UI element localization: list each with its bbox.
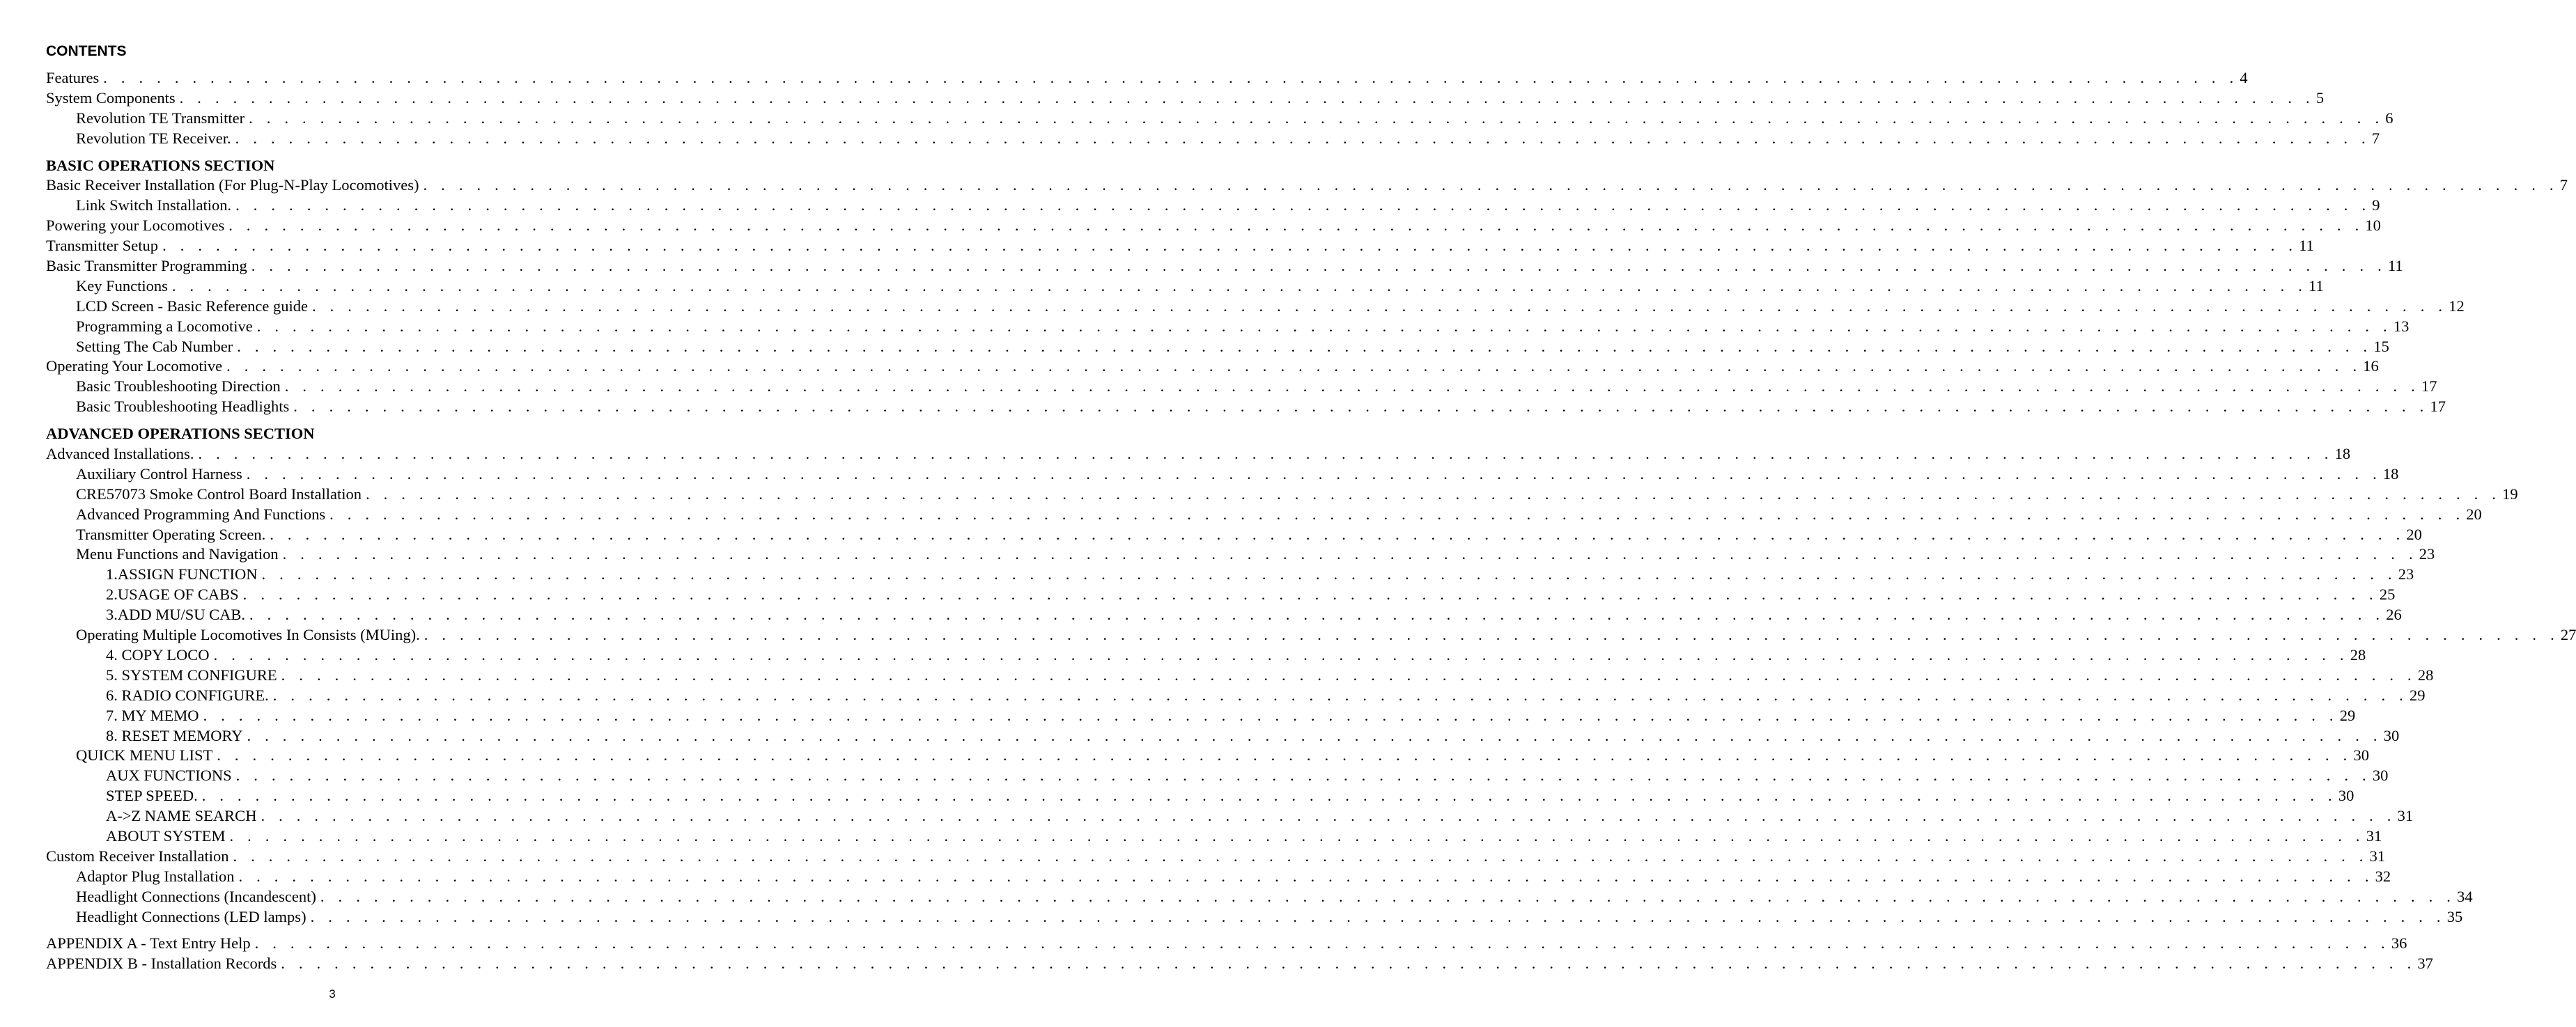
toc-entry-title: Menu Functions and Navigation	[76, 545, 279, 563]
toc-entry[interactable]	[46, 109, 2393, 129]
toc-entry[interactable]	[46, 887, 2473, 907]
dot-leader: . . . . . . . . . . . . . . . . . . . . . . . . . . . . . . . . . . . . . . . . . . . . . . . . . . . . . . . . . . . . . . . . . . . . . . . . . . . . . . . . . . . . . . . . . . . . . . . . . . . . . . . . . . . . . . . . . . . . . . . .	[282, 545, 2418, 563]
toc-entry-page: 26	[2386, 606, 2402, 624]
toc-entry-title: ABOUT SYSTEM	[106, 826, 226, 845]
toc-entry-page: 17	[2421, 377, 2437, 395]
toc-entry-title: Operating Your Locomotive	[46, 357, 223, 375]
dot-leader: . . . . . . . . . . . . . . . . . . . . . . . . . . . . . . . . . . . . . . . . . . . . . . . . . . . . . . . . . . . . . . . . . . . . . . . . . . . . . . . . . . . . . . . . . . . . . . . . . . . . . . . . . . . . . . . . . . . . . . . .	[246, 464, 2382, 483]
toc-entry-title: Headlight Connections (LED lamps)	[76, 907, 307, 925]
toc-entry[interactable]	[46, 297, 2465, 317]
toc-entry[interactable]	[46, 337, 2389, 357]
toc-entry-title: Basic Transmitter Programming	[46, 257, 247, 275]
dot-leader: . . . . . . . . . . . . . . . . . . . . . . . . . . . . . . . . . . . . . . . . . . . . . . . . . . . . . . . . . . . . . . . . . . . . . . . . . . . . . . . . . . . . . . . . . . . . . . . . . . . . . . . . . . . . . . . . . . . . . . . .	[261, 565, 2397, 583]
toc-entry-page: 37	[2417, 955, 2433, 973]
toc-entry[interactable]	[46, 196, 2380, 216]
dot-leader: . . . . . . . . . . . . . . . . . . . . . . . . . . . . . . . . . . . . . . . . . . . . . . . . . . . . . . . . . . . . . . . . . . . . . . . . . . . . . . . . . . . . . . . . . . . . . . . . . . . . . . . . . . . . . . . . . . . . . . . .	[201, 787, 2337, 805]
toc-entry[interactable]	[46, 954, 2433, 974]
toc-entry-page: 11	[2309, 276, 2324, 295]
dot-leader: . . . . . . . . . . . . . . . . . . . . . . . . . . . . . . . . . . . . . . . . . . . . . . . . . . . . . . . . . . . . . . . . . . . . . . . . . . . . . . . . . . . . . . . . . . . . . . . . . . . . . . . . . . . . . . . . . . . . . . . .	[179, 88, 2315, 107]
dot-leader: . . . . . . . . . . . . . . . . . . . . . . . . . . . . . . . . . . . . . . . . . . . . . . . . . . . . . . . . . . . . . . . . . . . . . . . . . . . . . . . . . . . . . . . . . . . . . . . . . . . . . . . . . . . . . . . . . . . . . . . .	[229, 826, 2365, 845]
toc-entry-title: Features	[46, 69, 100, 86]
dot-leader: . . . . . . . . . . . . . . . . . . . . . . . . . . . . . . . . . . . . . . . . . . . . . . . . . . . . . . . . . . . . . . . . . . . . . . . . . . . . . . . . . . . . . . . . . . . . . . . . . . . . . . . . . . . . . . . . . . . . . . . .	[261, 807, 2396, 825]
toc-entry[interactable]	[46, 847, 2386, 867]
dot-leader: . . . . . . . . . . . . . . . . . . . . . . . . . . . . . . . . . . . . . . . . . . . . . . . . . . . . . . . . . . . . . . . . . . . . . . . . . . . . . . . . . . . . . . . . . . . . . . . . . . . . . . . . . . . . . . . . . . . . . . . .	[423, 176, 2559, 194]
toc-entry-title: Transmitter Operating Screen.	[76, 525, 266, 543]
dot-leader: . . . . . . . . . . . . . . . . . . . . . . . . . . . . . . . . . . . . . . . . . . . . . . . . . . . . . . . . . . . . . . . . . . . . . . . . . . . . . . . . . . . . . . . . . . . . . . . . . . . . . . . . . . . . . . . . . . . . . . . .	[281, 666, 2416, 684]
toc-entry-title: Programming a Locomotive	[76, 317, 253, 335]
toc-entry-title: Auxiliary Control Harness	[76, 464, 242, 483]
dot-leader: . . . . . . . . . . . . . . . . . . . . . . . . . . . . . . . . . . . . . . . . . . . . . . . . . . . . . . . . . . . . . . . . . . . . . . . . . . . . . . . . . . . . . . . . . . . . . . . . . . . . . . . . . . . . . . . . . . . . . . . .	[312, 297, 2448, 315]
toc-entry-title: Operating Multiple Locomotives In Consists (MUing).	[76, 626, 420, 644]
toc-entry[interactable]	[46, 786, 2354, 806]
dot-leader: . . . . . . . . . . . . . . . . . . . . . . . . . . . . . . . . . . . . . . . . . . . . . . . . . . . . . . . . . . . . . . . . . . . . . . . . . . . . . . . . . . . . . . . . . . . . . . . . . . . . . . . . . . . . . . . . . . . . . . . .	[254, 934, 2390, 952]
toc-entry-title: Powering your Locomotives	[46, 217, 225, 235]
toc-entry-page: 17	[2430, 398, 2446, 416]
toc-entry[interactable]	[46, 907, 2463, 927]
toc-entry[interactable]	[46, 397, 2446, 417]
toc-entry-title: 1.ASSIGN FUNCTION	[106, 565, 258, 583]
toc-entry-title: Advanced Installations.	[46, 445, 194, 463]
dot-leader: . . . . . . . . . . . . . . . . . . . . . . . . . . . . . . . . . . . . . . . . . . . . . . . . . . . . . . . . . . . . . . . . . . . . . . . . . . . . . . . . . . . . . . . . . . . . . . . . . . . . . . . . . . . . . . . . . . . . . . . .	[213, 645, 2349, 664]
dot-leader: . . . . . . . . . . . . . . . . . . . . . . . . . . . . . . . . . . . . . . . . . . . . . . . . . . . . . . . . . . . . . . . . . . . . . . . . . . . . . . . . . . . . . . . . . . . . . . . . . . . . . . . . . . . . . . . . . . . . . . . .	[249, 606, 2385, 624]
toc-entry-title: Revolution TE Transmitter	[76, 109, 245, 127]
dot-leader: . . . . . . . . . . . . . . . . . . . . . . . . . . . . . . . . . . . . . . . . . . . . . . . . . . . . . . . . . . . . . . . . . . . . . . . . . . . . . . . . . . . . . . . . . . . . . . . . . . . . . . . . . . . . . . . . . . . . . . . .	[272, 686, 2408, 704]
toc-entry-title: APPENDIX A - Text Entry Help	[46, 934, 251, 952]
toc-entry-title: QUICK MENU LIST	[76, 746, 213, 765]
toc-entry-page: 7	[2559, 176, 2568, 194]
toc-entry-title: 6. RADIO CONFIGURE.	[106, 686, 269, 704]
toc-entry-page: 30	[2372, 767, 2389, 785]
toc-entry-page: 29	[2409, 686, 2426, 704]
toc-entry[interactable]	[46, 686, 2426, 706]
section-heading: BASIC OPERATIONS SECTION	[46, 156, 275, 174]
toc-entry-page: 16	[2363, 357, 2379, 375]
dot-leader: . . . . . . . . . . . . . . . . . . . . . . . . . . . . . . . . . . . . . . . . . . . . . . . . . . . . . . . . . . . . . . . . . . . . . . . . . . . . . . . . . . . . . . . . . . . . . . . . . . . . . . . . . . . . . . . . . . . . . . . .	[198, 445, 2334, 463]
table-of-contents	[46, 68, 2576, 974]
toc-entry-title: Adaptor Plug Installation	[76, 867, 235, 885]
dot-leader: . . . . . . . . . . . . . . . . . . . . . . . . . . . . . . . . . . . . . . . . . . . . . . . . . . . . . . . . . . . . . . . . . . . . . . . . . . . . . . . . . . . . . . . . . . . . . . . . . . . . . . . . . . . . . . . . . . . . . . . .	[217, 746, 2352, 765]
toc-entry-title: Key Functions	[76, 276, 168, 295]
toc-entry-title: 4. COPY LOCO	[106, 645, 210, 664]
toc-entry[interactable]	[46, 276, 2324, 297]
toc-entry[interactable]	[46, 706, 2356, 726]
toc-entry-title: APPENDIX B - Installation Records	[46, 955, 277, 973]
toc-entry-page: 10	[2365, 217, 2381, 235]
toc-entry[interactable]	[46, 444, 2351, 464]
toc-entry[interactable]	[46, 68, 2248, 88]
toc-entry-page: 19	[2502, 485, 2518, 503]
dot-leader: . . . . . . . . . . . . . . . . . . . . . . . . . . . . . . . . . . . . . . . . . . . . . . . . . . . . . . . . . . . . . . . . . . . . . . . . . . . . . . . . . . . . . . . . . . . . . . . . . . . . . . . . . . . . . . . . . . . . . . . .	[310, 907, 2446, 925]
dot-leader: . . . . . . . . . . . . . . . . . . . . . . . . . . . . . . . . . . . . . . . . . . . . . . . . . . . . . . . . . . . . . . . . . . . . . . . . . . . . . . . . . . . . . . . . . . . . . . . . . . . . . . . . . . . . . . . . . . . . . . . .	[251, 257, 2387, 275]
toc-entry[interactable]	[46, 88, 2325, 109]
dot-leader: . . . . . . . . . . . . . . . . . . . . . . . . . . . . . . . . . . . . . . . . . . . . . . . . . . . . . . . . . . . . . . . . . . . . . . . . . . . . . . . . . . . . . . . . . . . . . . . . . . . . . . . . . . . . . . . . . . . . . . . .	[424, 626, 2559, 644]
toc-entry-page: 30	[2353, 746, 2369, 765]
toc-entry[interactable]	[46, 464, 2399, 485]
toc-entry[interactable]	[46, 766, 2389, 786]
dot-leader: . . . . . . . . . . . . . . . . . . . . . . . . . . . . . . . . . . . . . . . . . . . . . . . . . . . . . . . . . . . . . . . . . . . . . . . . . . . . . . . . . . . . . . . . . . . . . . . . . . . . . . . . . . . . . . . . . . . . . . . .	[228, 217, 2364, 235]
toc-entry[interactable]	[46, 565, 2414, 585]
toc-entry-title: Revolution TE Receiver.	[76, 129, 231, 147]
toc-entry-page: 31	[2366, 826, 2382, 845]
toc-entry-page: 9	[2372, 196, 2380, 214]
toc-entry[interactable]	[46, 585, 2396, 605]
toc-entry-page: 20	[2466, 505, 2482, 523]
dot-leader: . . . . . . . . . . . . . . . . . . . . . . . . . . . . . . . . . . . . . . . . . . . . . . . . . . . . . . . . . . . . . . . . . . . . . . . . . . . . . . . . . . . . . . . . . . . . . . . . . . . . . . . . . . . . . . . . . . . . . . . .	[162, 237, 2298, 255]
toc-entry[interactable]	[46, 216, 2381, 236]
dot-leader: . . . . . . . . . . . . . . . . . . . . . . . . . . . . . . . . . . . . . . . . . . . . . . . . . . . . . . . . . . . . . . . . . . . . . . . . . . . . . . . . . . . . . . . . . . . . . . . . . . . . . . . . . . . . . . . . . . . . . . . .	[238, 867, 2374, 885]
toc-entry[interactable]	[46, 505, 2482, 525]
toc-entry[interactable]	[46, 625, 2576, 645]
toc-entry[interactable]	[46, 317, 2410, 337]
toc-entry-page: 35	[2446, 907, 2463, 925]
toc-entry-page: 6	[2385, 109, 2393, 127]
dot-leader: . . . . . . . . . . . . . . . . . . . . . . . . . . . . . . . . . . . . . . . . . . . . . . . . . . . . . . . . . . . . . . . . . . . . . . . . . . . . . . . . . . . . . . . . . . . . . . . . . . . . . . . . . . . . . . . . . . . . . . . .	[235, 767, 2371, 785]
dot-leader: . . . . . . . . . . . . . . . . . . . . . . . . . . . . . . . . . . . . . . . . . . . . . . . . . . . . . . . . . . . . . . . . . . . . . . . . . . . . . . . . . . . . . . . . . . . . . . . . . . . . . . . . . . . . . . . . . . . . . . . .	[293, 398, 2429, 416]
toc-entry[interactable]	[46, 605, 2402, 625]
toc-entry-page: 34	[2457, 887, 2473, 905]
toc-entry[interactable]	[46, 525, 2422, 545]
toc-entry-page: 12	[2449, 297, 2465, 315]
dot-leader: . . . . . . . . . . . . . . . . . . . . . . . . . . . . . . . . . . . . . . . . . . . . . . . . . . . . . . . . . . . . . . . . . . . . . . . . . . . . . . . . . . . . . . . . . . . . . . . . . . . . . . . . . . . . . . . . . . . . . . . .	[284, 377, 2420, 395]
toc-entry[interactable]	[46, 806, 2414, 826]
toc-entry-title: Custom Receiver Installation	[46, 847, 229, 865]
toc-entry-page: 32	[2375, 867, 2391, 885]
toc-entry-title: A->Z NAME SEARCH	[106, 807, 257, 825]
toc-entry-title: STEP SPEED.	[106, 787, 198, 805]
dot-leader: . . . . . . . . . . . . . . . . . . . . . . . . . . . . . . . . . . . . . . . . . . . . . . . . . . . . . . . . . . . . . . . . . . . . . . . . . . . . . . . . . . . . . . . . . . . . . . . . . . . . . . . . . . . . . . . . . . . . . . . .	[103, 69, 2239, 86]
section-heading: ADVANCED OPERATIONS SECTION	[46, 425, 315, 443]
dot-leader: . . . . . . . . . . . . . . . . . . . . . . . . . . . . . . . . . . . . . . . . . . . . . . . . . . . . . . . . . . . . . . . . . . . . . . . . . . . . . . . . . . . . . . . . . . . . . . . . . . . . . . . . . . . . . . . . . . . . . . . .	[270, 525, 2405, 543]
toc-entry[interactable]	[46, 726, 2400, 746]
toc-entry[interactable]	[46, 746, 2369, 766]
toc-entry[interactable]	[46, 175, 2568, 196]
toc-entry-page: 30	[2383, 726, 2400, 744]
dot-leader: . . . . . . . . . . . . . . . . . . . . . . . . . . . . . . . . . . . . . . . . . . . . . . . . . . . . . . . . . . . . . . . . . . . . . . . . . . . . . . . . . . . . . . . . . . . . . . . . . . . . . . . . . . . . . . . . . . . . . . . .	[320, 887, 2456, 905]
toc-entry-page: 11	[2299, 237, 2314, 255]
toc-entry-page: 20	[2406, 525, 2422, 543]
toc-entry-page: 25	[2379, 586, 2396, 604]
toc-entry-title: Headlight Connections (Incandescent)	[76, 887, 316, 905]
toc-entry-page: 23	[2398, 565, 2414, 583]
dot-leader: . . . . . . . . . . . . . . . . . . . . . . . . . . . . . . . . . . . . . . . . . . . . . . . . . . . . . . . . . . . . . . . . . . . . . . . . . . . . . . . . . . . . . . . . . . . . . . . . . . . . . . . . . . . . . . . . . . . . . . . .	[281, 955, 2416, 973]
toc-entry-page: 18	[2334, 445, 2351, 463]
toc-entry-page: 30	[2338, 787, 2354, 805]
toc-entry-page: 29	[2339, 706, 2356, 724]
dot-leader: . . . . . . . . . . . . . . . . . . . . . . . . . . . . . . . . . . . . . . . . . . . . . . . . . . . . . . . . . . . . . . . . . . . . . . . . . . . . . . . . . . . . . . . . . . . . . . . . . . . . . . . . . . . . . . . . . . . . . . . .	[247, 726, 2382, 744]
toc-entry-page: 13	[2393, 317, 2410, 335]
toc-entry-page: 11	[2387, 257, 2403, 275]
toc-entry-title: 3.ADD MU/SU CAB.	[106, 606, 246, 624]
toc-entry-title: Advanced Programming And Functions	[76, 505, 326, 523]
toc-entry-title: 2.USAGE OF CABS	[106, 586, 239, 604]
dot-leader: . . . . . . . . . . . . . . . . . . . . . . . . . . . . . . . . . . . . . . . . . . . . . . . . . . . . . . . . . . . . . . . . . . . . . . . . . . . . . . . . . . . . . . . . . . . . . . . . . . . . . . . . . . . . . . . . . . . . . . . .	[256, 317, 2392, 335]
toc-entry-title: LCD Screen - Basic Reference guide	[76, 297, 308, 315]
toc-entry-title: Link Switch Installation.	[76, 196, 232, 214]
toc-entry-title: 5. SYSTEM CONFIGURE	[106, 666, 277, 684]
dot-leader: . . . . . . . . . . . . . . . . . . . . . . . . . . . . . . . . . . . . . . . . . . . . . . . . . . . . . . . . . . . . . . . . . . . . . . . . . . . . . . . . . . . . . . . . . . . . . . . . . . . . . . . . . . . . . . . . . . . . . . . .	[365, 485, 2501, 503]
toc-entry-page: 18	[2382, 464, 2399, 483]
toc-entry-title: Transmitter Setup	[46, 237, 159, 255]
toc-entry-page: 5	[2315, 88, 2325, 107]
toc-entry[interactable]	[46, 544, 2435, 565]
toc-entry-page: 31	[2397, 807, 2414, 825]
page-title: CONTENTS	[46, 43, 127, 59]
toc-entry-title: Setting The Cab Number	[76, 337, 233, 355]
toc-entry[interactable]	[46, 236, 2314, 256]
toc-entry-page: 7	[2371, 129, 2380, 147]
dot-leader: . . . . . . . . . . . . . . . . . . . . . . . . . . . . . . . . . . . . . . . . . . . . . . . . . . . . . . . . . . . . . . . . . . . . . . . . . . . . . . . . . . . . . . . . . . . . . . . . . . . . . . . . . . . . . . . . . . . . . . . .	[329, 505, 2465, 523]
page-number: 3	[329, 987, 336, 1001]
toc-entry[interactable]	[46, 645, 2366, 666]
toc-entry-page: 36	[2391, 934, 2407, 952]
toc-entry[interactable]	[46, 826, 2382, 847]
toc-entry[interactable]	[46, 129, 2380, 149]
dot-leader: . . . . . . . . . . . . . . . . . . . . . . . . . . . . . . . . . . . . . . . . . . . . . . . . . . . . . . . . . . . . . . . . . . . . . . . . . . . . . . . . . . . . . . . . . . . . . . . . . . . . . . . . . . . . . . . . . . . . . . . .	[203, 706, 2338, 724]
toc-entry-page: 28	[2417, 666, 2434, 684]
toc-entry-title: 8. RESET MEMORY	[106, 726, 243, 744]
toc-entry-page: 15	[2373, 337, 2389, 355]
toc-entry-page: 27	[2560, 626, 2576, 644]
toc-entry-page: 28	[2350, 645, 2366, 664]
dot-leader: . . . . . . . . . . . . . . . . . . . . . . . . . . . . . . . . . . . . . . . . . . . . . . . . . . . . . . . . . . . . . . . . . . . . . . . . . . . . . . . . . . . . . . . . . . . . . . . . . . . . . . . . . . . . . . . . . . . . . . . .	[226, 357, 2362, 375]
dot-leader: . . . . . . . . . . . . . . . . . . . . . . . . . . . . . . . . . . . . . . . . . . . . . . . . . . . . . . . . . . . . . . . . . . . . . . . . . . . . . . . . . . . . . . . . . . . . . . . . . . . . . . . . . . . . . . . . . . . . . . . .	[237, 337, 2373, 355]
toc-entry-title: Basic Troubleshooting Direction	[76, 377, 281, 395]
dot-leader: . . . . . . . . . . . . . . . . . . . . . . . . . . . . . . . . . . . . . . . . . . . . . . . . . . . . . . . . . . . . . . . . . . . . . . . . . . . . . . . . . . . . . . . . . . . . . . . . . . . . . . . . . . . . . . . . . . . . . . . .	[235, 129, 2371, 147]
toc-entry-title: Basic Receiver Installation (For Plug-N-Play Locomotives)	[46, 176, 419, 194]
dot-leader: . . . . . . . . . . . . . . . . . . . . . . . . . . . . . . . . . . . . . . . . . . . . . . . . . . . . . . . . . . . . . . . . . . . . . . . . . . . . . . . . . . . . . . . . . . . . . . . . . . . . . . . . . . . . . . . . . . . . . . . .	[242, 586, 2378, 604]
toc-entry[interactable]	[46, 356, 2379, 377]
toc-entry[interactable]	[46, 377, 2437, 397]
toc-entry-page: 4	[2240, 69, 2248, 86]
toc-entry[interactable]	[46, 256, 2403, 276]
dot-leader: . . . . . . . . . . . . . . . . . . . . . . . . . . . . . . . . . . . . . . . . . . . . . . . . . . . . . . . . . . . . . . . . . . . . . . . . . . . . . . . . . . . . . . . . . . . . . . . . . . . . . . . . . . . . . . . . . . . . . . . .	[233, 847, 2368, 865]
toc-entry[interactable]	[46, 867, 2391, 887]
dot-leader: . . . . . . . . . . . . . . . . . . . . . . . . . . . . . . . . . . . . . . . . . . . . . . . . . . . . . . . . . . . . . . . . . . . . . . . . . . . . . . . . . . . . . . . . . . . . . . . . . . . . . . . . . . . . . . . . . . . . . . . .	[171, 276, 2308, 295]
toc-entry[interactable]	[46, 666, 2434, 686]
toc-entry-title: AUX FUNCTIONS	[106, 767, 232, 785]
toc-entry[interactable]	[46, 934, 2407, 954]
toc-entry-page: 31	[2369, 847, 2386, 865]
toc-entry[interactable]	[46, 485, 2518, 505]
toc-entry-title: CRE57073 Smoke Control Board Installation	[76, 485, 362, 503]
dot-leader: . . . . . . . . . . . . . . . . . . . . . . . . . . . . . . . . . . . . . . . . . . . . . . . . . . . . . . . . . . . . . . . . . . . . . . . . . . . . . . . . . . . . . . . . . . . . . . . . . . . . . . . . . . . . . . . . . . . . . . . .	[249, 109, 2384, 127]
toc-entry-title: System Components	[46, 88, 176, 107]
toc-entry-title: Basic Troubleshooting Headlights	[76, 398, 290, 416]
toc-entry-title: 7. MY MEMO	[106, 706, 199, 724]
toc-entry-page: 23	[2419, 545, 2435, 563]
dot-leader: . . . . . . . . . . . . . . . . . . . . . . . . . . . . . . . . . . . . . . . . . . . . . . . . . . . . . . . . . . . . . . . . . . . . . . . . . . . . . . . . . . . . . . . . . . . . . . . . . . . . . . . . . . . . . . . . . . . . . . . .	[235, 196, 2371, 214]
